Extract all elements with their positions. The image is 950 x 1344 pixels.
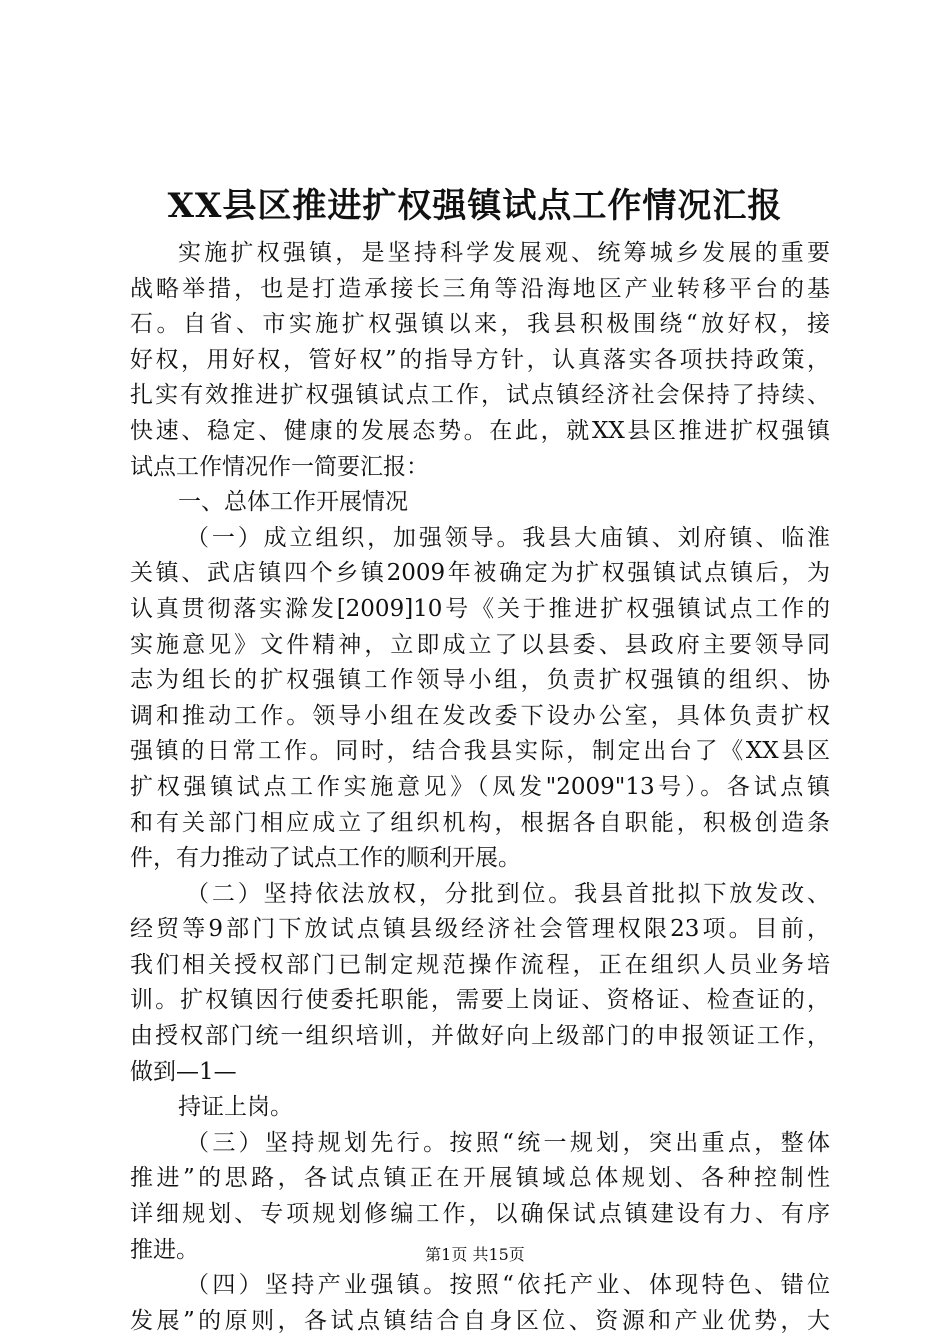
body-line: 扎实有效推进扩权强镇试点工作，试点镇经济社会保持了持续、 — [130, 382, 830, 409]
body-line: （三）坚持规划先行。按照“统一规划，突出重点，整体 — [186, 1129, 830, 1156]
body-line: 强镇的日常工作。同时，结合我县实际，制定出台了《XX县区 — [130, 738, 830, 765]
body-line: 一、总体工作开展情况 — [178, 489, 408, 516]
body-line: （一）成立组织，加强领导。我县大庙镇、刘府镇、临淮 — [186, 524, 830, 551]
body-line: 调和推动工作。领导小组在发改委下设办公室，具体负责扩权 — [130, 702, 830, 729]
body-line: 由授权部门统一组织培训，并做好向上级部门的申报领证工作， — [130, 1023, 830, 1050]
body-line: 战略举措，也是打造承接长三角等沿海地区产业转移平台的基 — [130, 275, 830, 302]
page-footer: 第1页 共15页 — [425, 1245, 525, 1264]
body-line: 实施扩权强镇，是坚持科学发展观、统筹城乡发展的重要 — [178, 240, 830, 266]
body-line: 和有关部门相应成立了组织机构，根据各自职能，积极创造条 — [130, 809, 830, 836]
body-line: 训。扩权镇因行使委托职能，需要上岗证、资格证、检查证的， — [130, 987, 830, 1014]
body-line: 志为组长的扩权强镇工作领导小组，负责扩权强镇的组织、协 — [130, 667, 830, 694]
body-line: 实施意见》文件精神，立即成立了以县委、县政府主要领导同 — [130, 631, 830, 658]
body-line: 经贸等9部门下放试点镇县级经济社会管理权限23项。目前， — [130, 916, 830, 943]
body-line: 发展”的原则，各试点镇结合自身区位、资源和产业优势，大 — [130, 1307, 830, 1334]
body-line: 石。自省、市实施扩权强镇以来，我县积极围绕“放好权，接 — [130, 311, 830, 338]
document-title: XX县区推进扩权强镇试点工作情况汇报 — [167, 186, 783, 226]
body-line: 好权，用好权，管好权”的指导方针，认真落实各项扶持政策， — [130, 346, 830, 373]
body-line: 我们相关授权部门已制定规范操作流程，正在组织人员业务培 — [130, 951, 830, 978]
body-line: （二）坚持依法放权，分批到位。我县首批拟下放发改、 — [186, 880, 830, 907]
body-line: 件，有力推动了试点工作的顺利开展。 — [130, 845, 521, 872]
body-line: 认真贯彻落实滁发[2009]10号《关于推进扩权强镇试点工作的 — [130, 595, 830, 622]
body-line: 持证上岗。 — [178, 1094, 293, 1121]
body-line: 关镇、武店镇四个乡镇2009年被确定为扩权强镇试点镇后，为 — [130, 560, 830, 587]
body-line: 扩权强镇试点工作实施意见》（凤发"2009"13号）。各试点镇 — [130, 773, 830, 800]
body-line: 试点工作情况作一简要汇报： — [130, 453, 429, 480]
body-line: （四）坚持产业强镇。按照“依托产业、体现特色、错位 — [186, 1272, 830, 1299]
body-line: 推进”的思路，各试点镇正在开展镇域总体规划、各种控制性 — [130, 1165, 830, 1192]
document-body — [130, 236, 830, 1339]
body-line: 推进。 — [130, 1236, 199, 1263]
body-line: 快速、稳定、健康的发展态势。在此，就XX县区推进扩权强镇 — [130, 417, 830, 444]
body-line: 详细规划、专项规划修编工作，以确保试点镇建设有力、有序 — [130, 1201, 830, 1228]
body-line: 做到—1— — [130, 1058, 237, 1085]
